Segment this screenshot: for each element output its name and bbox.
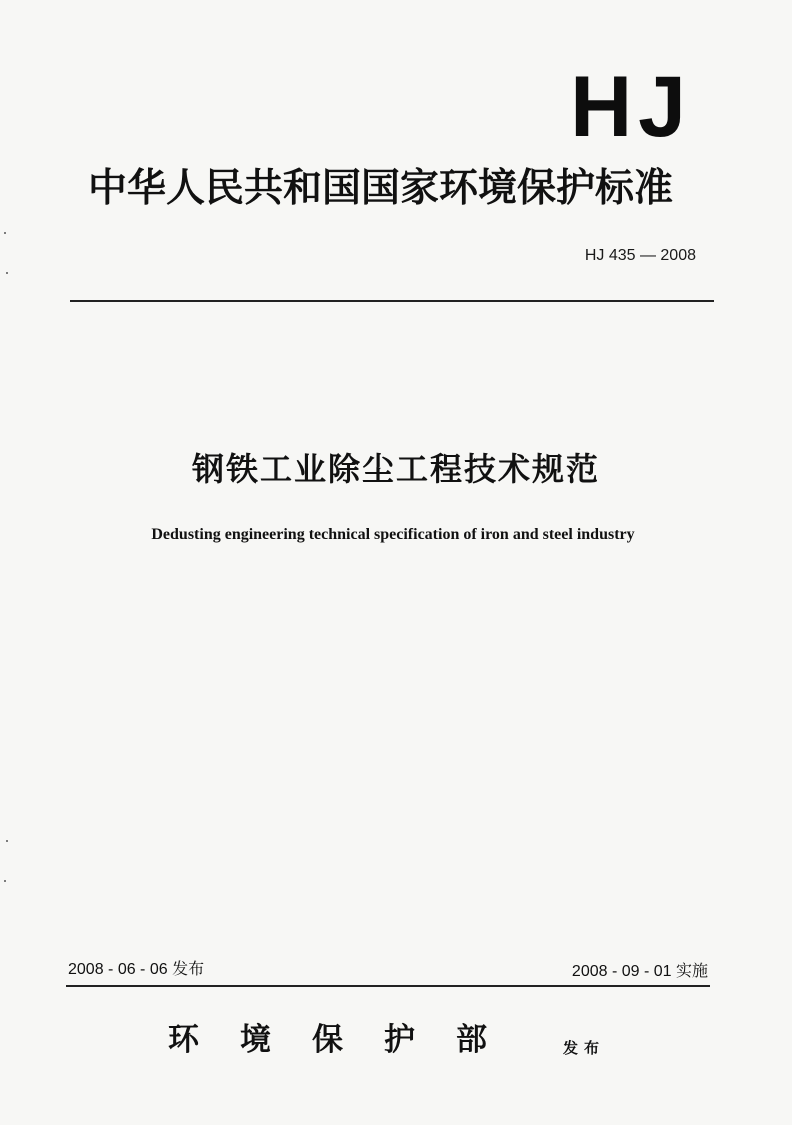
hj-logo: HJ bbox=[570, 59, 692, 155]
footer-divider bbox=[66, 985, 710, 987]
scan-speck bbox=[4, 880, 6, 882]
publish-label: 发布 bbox=[563, 1039, 606, 1057]
header-divider bbox=[70, 300, 714, 302]
document-title-english: Dedusting engineering technical specification of iron and steel industry bbox=[151, 526, 635, 543]
scan-speck bbox=[6, 840, 8, 842]
scan-speck bbox=[6, 272, 8, 274]
document-title-chinese: 钢铁工业除尘工程技术规范 bbox=[191, 450, 600, 488]
issue-date: 2008 - 06 - 06 发布 bbox=[68, 961, 205, 978]
standard-number: HJ 435 — 2008 bbox=[584, 247, 696, 264]
implementation-date: 2008 - 09 - 01 实施 bbox=[571, 963, 708, 980]
publisher-name: 环境保护部 bbox=[168, 1022, 528, 1058]
standard-category-title: 中华人民共和国国家环境保护标准 bbox=[88, 166, 674, 211]
scan-speck bbox=[4, 232, 6, 234]
